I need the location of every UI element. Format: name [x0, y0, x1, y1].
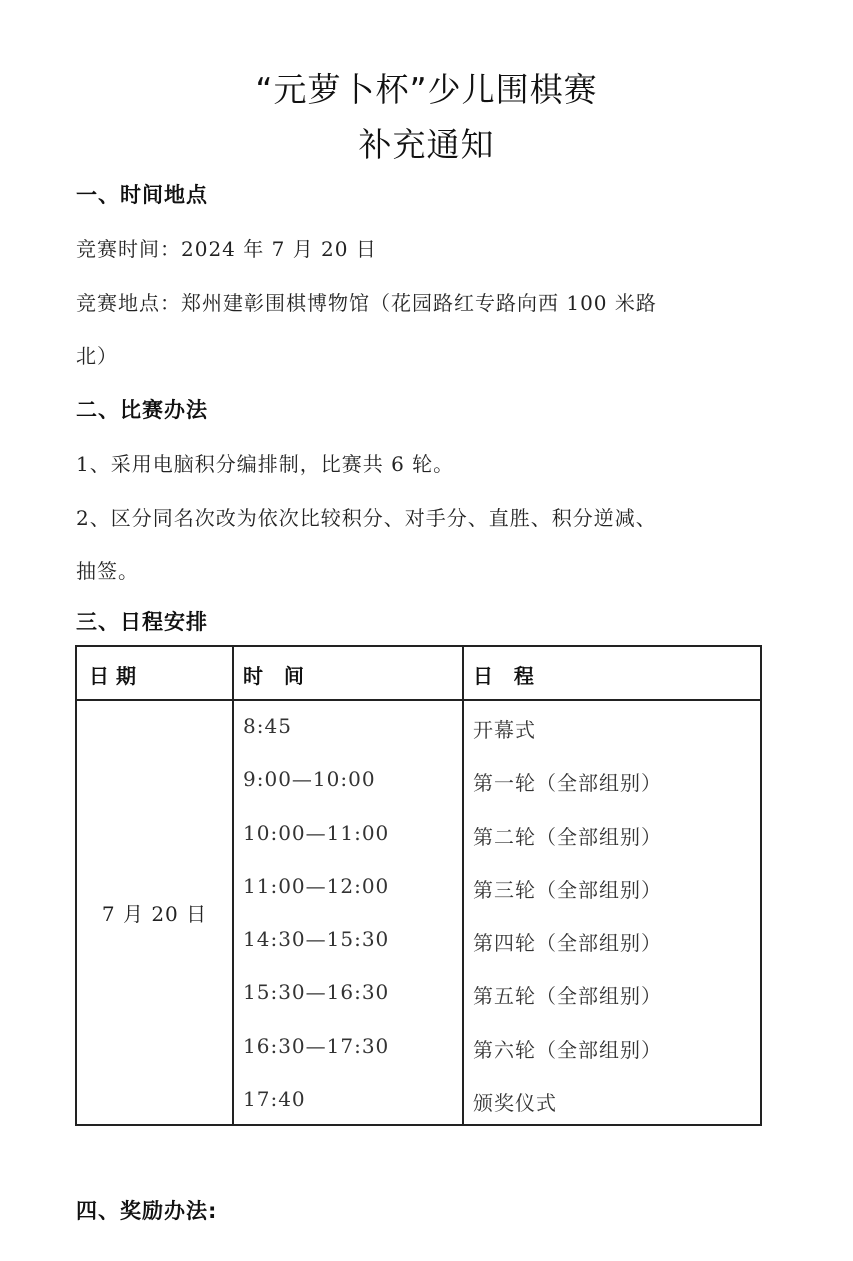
- table-row: [77, 714, 760, 767]
- rule-2-continued: 抽签。: [76, 559, 139, 583]
- row-program: 第六轮（全部组别）: [473, 1037, 662, 1062]
- row-program: 第五轮（全部组别）: [473, 984, 662, 1009]
- row-time: 14:30—15:30: [243, 927, 390, 952]
- section-heading-schedule: 三、日程安排: [76, 610, 208, 634]
- row-program: 第一轮（全部组别）: [473, 771, 662, 796]
- date-cell: 7 月 20 日: [101, 902, 208, 926]
- header-date: 日 期: [89, 664, 136, 688]
- row-program: 第二轮（全部组别）: [473, 824, 662, 849]
- header-program: 日 程: [473, 664, 534, 688]
- table-row: [77, 821, 760, 874]
- row-time: 8:45: [243, 714, 292, 738]
- row-time: 15:30—16:30: [243, 980, 390, 1005]
- row-time: 10:00—11:00: [243, 820, 390, 845]
- competition-time: 竞赛时间：2024 年 7 月 20 日: [76, 237, 377, 261]
- row-program: 颁奖仪式: [473, 1091, 557, 1116]
- row-program: 开幕式: [473, 718, 536, 742]
- competition-venue-continued: 北）: [76, 344, 118, 368]
- row-program: 第四轮（全部组别）: [473, 931, 662, 956]
- rule-2: 2、区分同名次改为依次比较积分、对手分、直胜、积分逆减、: [76, 506, 657, 530]
- row-time: 9:00—10:00: [243, 767, 376, 792]
- table-row: [77, 927, 760, 980]
- rule-1: 1、采用电脑积分编排制，比赛共 6 轮。: [76, 452, 455, 476]
- table-row: [77, 874, 760, 927]
- table-row: [77, 1087, 760, 1140]
- document-subtitle: 补充通知: [358, 125, 495, 164]
- row-program: 第三轮（全部组别）: [473, 877, 662, 902]
- row-time: 11:00—12:00: [243, 873, 390, 898]
- competition-venue: 竞赛地点：郑州建彰围棋博物馆（花园路红专路向西 100 米路: [76, 291, 657, 315]
- row-time: 16:30—17:30: [243, 1033, 390, 1058]
- schedule-table: [75, 645, 762, 1126]
- document-title: “元萝卜杯”少儿围棋赛: [255, 70, 598, 109]
- section-heading-awards: 四、奖励办法:: [76, 1199, 218, 1223]
- schedule-rows: [77, 714, 760, 1140]
- row-time: 17:40: [243, 1087, 306, 1112]
- table-row: [77, 980, 760, 1033]
- section-heading-time-location: 一、时间地点: [76, 183, 208, 207]
- table-row: [77, 1034, 760, 1087]
- header-time: 时 间: [243, 664, 304, 688]
- table-row: [77, 767, 760, 820]
- section-heading-rules: 二、比赛办法: [76, 398, 208, 422]
